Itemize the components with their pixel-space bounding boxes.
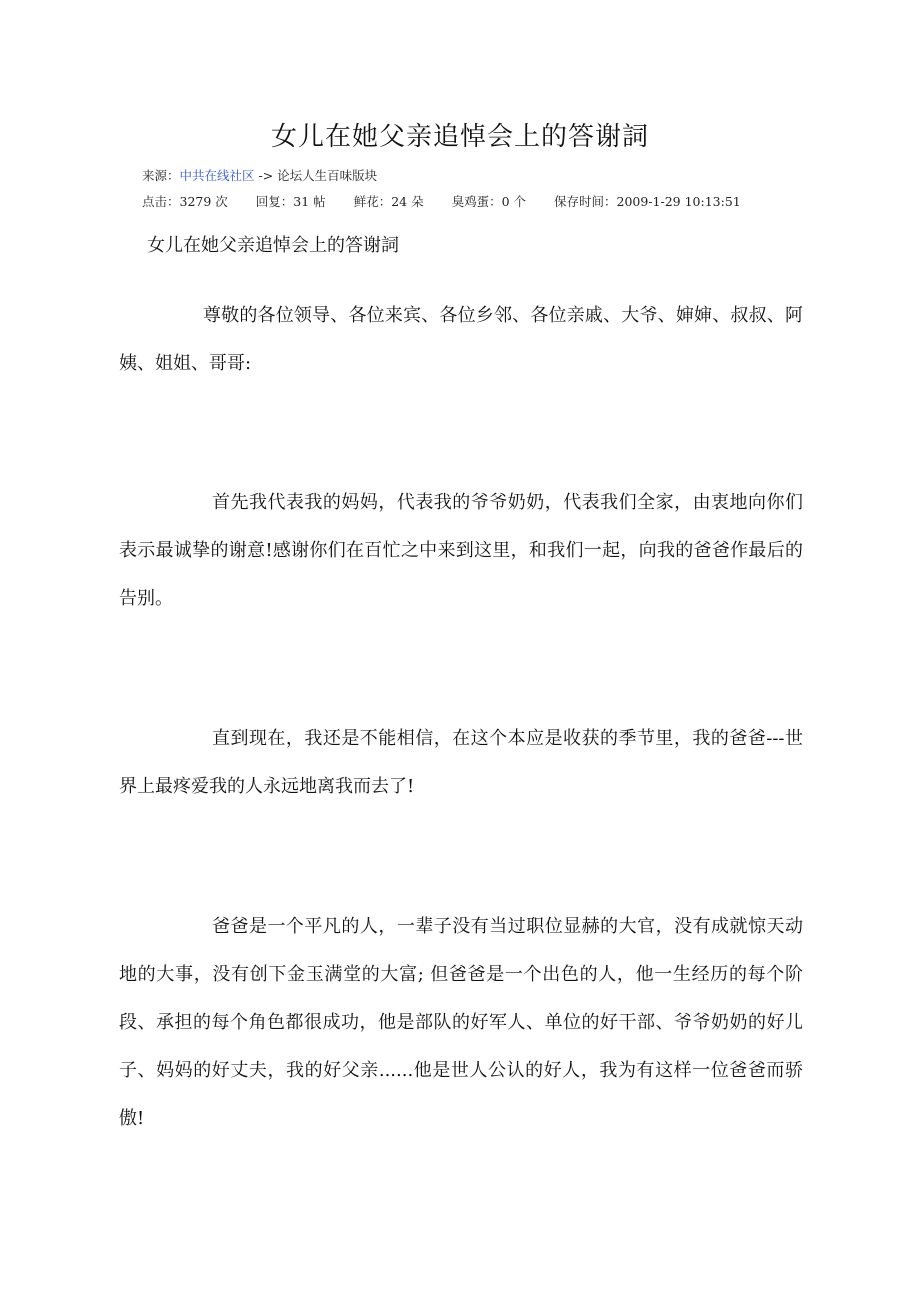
flowers-count: 鲜花：24 朵: [353, 194, 424, 209]
replies-count: 回复：31 帖: [255, 194, 326, 209]
source-link[interactable]: 中共在线社区: [179, 168, 255, 183]
stats-line: [142, 193, 741, 211]
eggs-count: 臭鸡蛋：0 个: [451, 194, 527, 209]
paragraph-tribute: 爸爸是一个平凡的人，一辈子没有当过职位显赫的大官，没有成就惊天动地的大事，没有创下金玉满堂的大富; 但爸爸是一个出色的人，他一生经历的每个阶段、承担的每个角色都很成功，他是部队的好军人、单位的好干部、爷爷奶奶的好儿子、妈妈的好丈夫，我的好父亲......他是世人公认的好人，我为有这样一位爸爸而骄傲!: [119, 916, 803, 1129]
paragraph-disbelief: 直到现在，我还是不能相信，在这个本应是收获的季节里，我的爸爸---世界上最疼爱我的人永远地离我而去了!: [119, 728, 803, 797]
article-subtitle: 女儿在她父亲追悼会上的答谢詞: [147, 235, 399, 256]
paragraph-greeting: 尊敬的各位领导、各位来宾、各位乡邻、各位亲戚、大爷、婶婶、叔叔、阿姨、姐姐、哥哥:: [119, 305, 803, 374]
source-line: [142, 167, 377, 185]
clicks-count: 点击：3279 次: [142, 194, 228, 209]
source-label: 来源：: [142, 168, 180, 183]
page-title: 女儿在她父亲追悼会上的答谢詞: [270, 122, 649, 152]
source-section: -> 论坛人生百味版块: [254, 168, 378, 183]
paragraph-thanks: 首先我代表我的妈妈，代表我的爷爷奶奶，代表我们全家，由衷地向你们表示最诚挚的谢意!感谢你们在百忙之中来到这里，和我们一起，向我的爸爸作最后的告别。: [119, 492, 803, 609]
saved-time: 保存时间：2009-1-29 10:13:51: [554, 194, 741, 209]
